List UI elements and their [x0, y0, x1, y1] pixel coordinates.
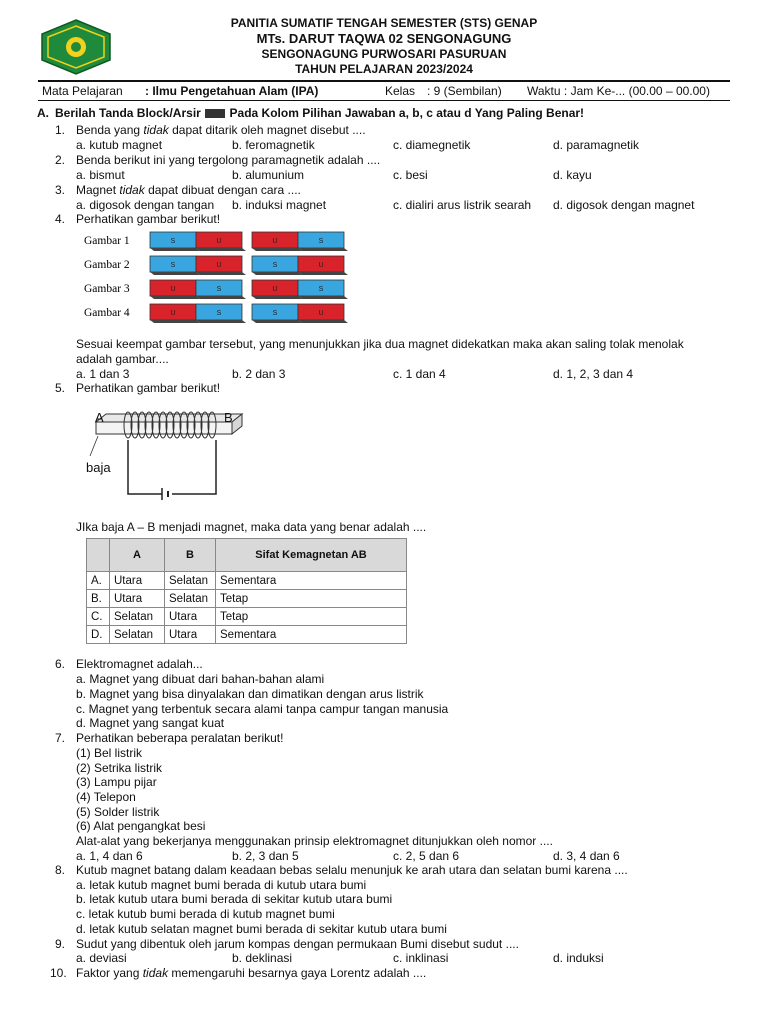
q2-option-c[interactable]: c. besi	[393, 168, 428, 182]
school-address: SENGONAGUNG PURWOSARI PASURUAN	[261, 47, 507, 61]
info-divider	[38, 100, 730, 101]
q7-item: (5) Solder listrik	[76, 805, 160, 819]
q4-option-b[interactable]: b. 2 dan 3	[232, 367, 286, 381]
table-header: B	[165, 539, 216, 572]
pole-label: S	[272, 310, 278, 317]
q8-num: 8.	[55, 863, 66, 877]
subject-value: : Ilmu Pengetahuan Alam (IPA)	[145, 84, 319, 98]
pole-label: S	[170, 238, 176, 245]
table-row	[87, 590, 407, 608]
magnet-pole	[150, 304, 200, 323]
magnet-pole	[252, 256, 302, 275]
class-label: Kelas	[385, 84, 416, 98]
q5-text: Perhatikan gambar berikut!	[76, 381, 221, 395]
q7-option-c[interactable]: c. 2, 5 dan 6	[393, 849, 460, 863]
q4-text3: adalah gambar....	[76, 352, 169, 366]
section-instruction: Berilah Tanda Block/Arsir Pada Kolom Pilihan Jawaban a, b, c atau d Yang Paling Benar!	[55, 106, 585, 120]
academic-year: TAHUN PELAJARAN 2023/2024	[295, 62, 473, 76]
q8-option-d[interactable]: d. letak kutub selatan magnet bumi berada di sekitar kutub utara bumi	[76, 922, 447, 936]
table-cell: Tetap	[216, 590, 407, 608]
pole-label: U	[170, 286, 176, 293]
table-cell: Selatan	[165, 590, 216, 608]
time-info: Waktu : Jam Ke-... (00.00 – 00.00)	[527, 84, 710, 98]
q2-option-d[interactable]: d. kayu	[553, 168, 592, 182]
q6-text: Elektromagnet adalah...	[76, 657, 203, 671]
magnet-pole	[298, 256, 348, 275]
table-header-row	[87, 539, 407, 572]
magnet-pole	[298, 232, 348, 251]
magnet-pole	[252, 232, 302, 251]
class-value: : 9 (Sembilan)	[427, 84, 502, 98]
pole-label: S	[318, 286, 324, 293]
pole-label: S	[272, 262, 278, 269]
pole-label: S	[318, 238, 324, 245]
table-header	[87, 539, 110, 572]
subject-label: Mata Pelajaran	[42, 84, 123, 98]
q9-num: 9.	[55, 937, 66, 951]
q1-option-d[interactable]: d. paramagnetik	[553, 138, 640, 152]
figure-label: Gambar 1	[84, 235, 130, 247]
fig-label-baja: baja	[86, 460, 111, 475]
q1-text: Benda yang tidak dapat ditarik oleh magnet disebut ....	[76, 123, 366, 137]
q3-text: Magnet tidak dapat dibuat dengan cara ....	[76, 183, 301, 197]
header-title: PANITIA SUMATIF TENGAH SEMESTER (STS) GENAP	[230, 16, 538, 30]
magnet-pole	[150, 280, 200, 299]
magnet-pole	[150, 232, 200, 251]
header-divider	[38, 80, 730, 82]
shade-block-icon	[205, 109, 225, 118]
q4-option-d[interactable]: d. 1, 2, 3 dan 4	[553, 367, 634, 381]
table-cell: Utara	[165, 608, 216, 626]
magnet-property-table	[86, 538, 407, 644]
q7-item: (2) Setrika listrik	[76, 761, 163, 775]
q3-option-c[interactable]: c. dialiri arus listrik searah	[393, 198, 532, 212]
q8-option-b[interactable]: b. letak kutub utara bumi berada di sekitar kutub utara bumi	[76, 892, 393, 906]
q7-item: (1) Bel listrik	[76, 746, 143, 760]
pole-label: U	[318, 310, 324, 317]
magnet-pole	[252, 280, 302, 299]
q9-option-b[interactable]: b. deklinasi	[232, 951, 293, 965]
q6-num: 6.	[55, 657, 66, 671]
q4-num: 4.	[55, 212, 66, 226]
q7-option-b[interactable]: b. 2, 3 dan 5	[232, 849, 299, 863]
table-cell: Utara	[110, 590, 165, 608]
table-cell: Utara	[165, 626, 216, 644]
table-cell: A.	[87, 572, 110, 590]
magnet-figure	[80, 228, 355, 328]
pole-label: S	[170, 262, 176, 269]
q9-option-d[interactable]: d. induksi	[553, 951, 604, 965]
q1-option-c[interactable]: c. diamegnetik	[393, 138, 471, 152]
fig-label-a: A	[95, 410, 104, 425]
fig-label-b: B	[224, 410, 233, 425]
table-row	[87, 626, 407, 644]
q4-option-a[interactable]: a. 1 dan 3	[76, 367, 130, 381]
table-cell: D.	[87, 626, 110, 644]
q3-num: 3.	[55, 183, 66, 197]
q9-option-c[interactable]: c. inklinasi	[393, 951, 449, 965]
q7-option-d[interactable]: d. 3, 4 dan 6	[553, 849, 620, 863]
table-header: A	[110, 539, 165, 572]
table-row	[87, 572, 407, 590]
q6-option-a[interactable]: a. Magnet yang dibuat dari bahan-bahan alami	[76, 672, 325, 686]
q2-num: 2.	[55, 153, 66, 167]
table-cell: Selatan	[110, 626, 165, 644]
q7-item: (3) Lampu pijar	[76, 775, 157, 789]
magnet-pole	[196, 256, 246, 275]
table-cell: Selatan	[165, 572, 216, 590]
q2-text: Benda berikut ini yang tergolong paramagnetik adalah ....	[76, 153, 381, 167]
q7-item: (6) Alat pengangkat besi	[76, 819, 206, 833]
q7-text: Perhatikan beberapa peralatan berikut!	[76, 731, 284, 745]
q6-option-b[interactable]: b. Magnet yang bisa dinyalakan dan dimatikan dengan arus listrik	[76, 687, 424, 701]
table-cell: Sementara	[216, 626, 407, 644]
solenoid-figure	[82, 410, 247, 502]
q7-text2: Alat-alat yang bekerjanya menggunakan prinsip elektromagnet ditunjukkan oleh nomor ....	[76, 834, 553, 848]
q2-option-a[interactable]: a. bismut	[76, 168, 125, 182]
table-cell: Selatan	[110, 608, 165, 626]
q10-num: 10.	[50, 966, 67, 980]
magnet-pole	[150, 256, 200, 275]
pole-label: U	[272, 238, 278, 245]
q6-option-d[interactable]: d. Magnet yang sangat kuat	[76, 716, 225, 730]
table-cell: C.	[87, 608, 110, 626]
q5-num: 5.	[55, 381, 66, 395]
figure-label: Gambar 3	[84, 283, 130, 295]
q3-option-a[interactable]: a. digosok dengan tangan	[76, 198, 215, 212]
q7-num: 7.	[55, 731, 66, 745]
q8-option-a[interactable]: a. letak kutub magnet bumi berada di kutub utara bumi	[76, 878, 367, 892]
q4-text: Perhatikan gambar berikut!	[76, 212, 221, 226]
table-cell: Utara	[110, 572, 165, 590]
pole-label: U	[216, 262, 222, 269]
magnet-pole	[196, 280, 246, 299]
q1-num: 1.	[55, 123, 66, 137]
pole-label: U	[170, 310, 176, 317]
q8-option-c[interactable]: c. letak kutub bumi berada di kutub magnet bumi	[76, 907, 335, 921]
q9-option-a[interactable]: a. deviasi	[76, 951, 127, 965]
table-row	[87, 608, 407, 626]
q3-option-d[interactable]: d. digosok dengan magnet	[553, 198, 695, 212]
q7-item: (4) Telepon	[76, 790, 136, 804]
school-name: MTs. DARUT TAQWA 02 SENGONAGUNG	[256, 31, 512, 46]
figure-label: Gambar 2	[84, 259, 130, 271]
magnet-pole	[196, 232, 246, 251]
table-cell: Tetap	[216, 608, 407, 626]
magnet-pole	[298, 280, 348, 299]
q2-option-b[interactable]: b. alumunium	[232, 168, 305, 182]
q10-text: Faktor yang tidak memengaruhi besarnya gaya Lorentz adalah ....	[76, 966, 427, 980]
pole-label: U	[216, 238, 222, 245]
pole-label: S	[216, 286, 222, 293]
magnet-pole	[196, 304, 246, 323]
q4-text2: Sesuai keempat gambar tersebut, yang menunjukkan jika dua magnet didekatkan maka akan saling tolak menolak	[76, 337, 684, 351]
pole-label: S	[216, 310, 222, 317]
q1-option-a[interactable]: a. kutub magnet	[76, 138, 163, 152]
q6-option-c[interactable]: c. Magnet yang terbentuk secara alami tanpa campur tangan manusia	[76, 702, 449, 716]
q5-text2: JIka baja A – B menjadi magnet, maka data yang benar adalah ....	[76, 520, 427, 534]
q4-option-c[interactable]: c. 1 dan 4	[393, 367, 446, 381]
magnet-pole	[298, 304, 348, 323]
q1-option-b[interactable]: b. feromagnetik	[232, 138, 315, 152]
q7-option-a[interactable]: a. 1, 4 dan 6	[76, 849, 143, 863]
section-prefix: A.	[37, 106, 49, 120]
q8-text: Kutub magnet batang dalam keadaan bebas selalu menunjuk ke arah utara dan selatan bumi karena ....	[76, 863, 628, 877]
q9-text: Sudut yang dibentuk oleh jarum kompas dengan permukaan Bumi disebut sudut ....	[76, 937, 519, 951]
table-cell: B.	[87, 590, 110, 608]
table-header: Sifat Kemagnetan AB	[216, 539, 407, 572]
pole-label: U	[272, 286, 278, 293]
table-cell: Sementara	[216, 572, 407, 590]
q3-option-b[interactable]: b. induksi magnet	[232, 198, 327, 212]
magnet-pole	[252, 304, 302, 323]
figure-label: Gambar 4	[84, 307, 130, 319]
pole-label: U	[318, 262, 324, 269]
